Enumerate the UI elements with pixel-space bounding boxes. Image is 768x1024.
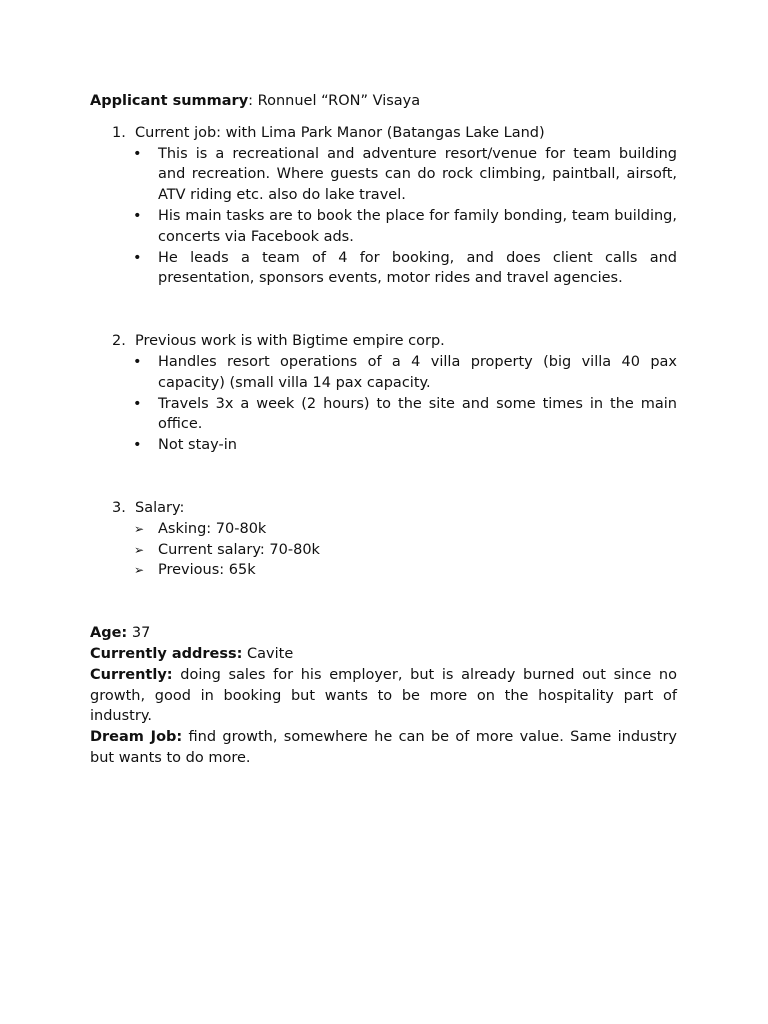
bullet-icon: • (133, 207, 142, 224)
list-item-text: Travels 3x a week (2 hours) to the site and some times in the main office. (158, 395, 677, 433)
bullet-icon: • (133, 353, 142, 370)
spacer (90, 456, 677, 498)
bullet-icon: • (133, 395, 142, 412)
section-heading-text: Previous work is with Bigtime empire corp. (135, 333, 445, 350)
section-heading-text: Current job: with Lima Park Manor (Batangas Lake Land) (135, 124, 545, 141)
list-item (90, 519, 677, 540)
dream-job-label: Dream Job: (90, 729, 183, 746)
section-heading (90, 331, 677, 352)
document-page (90, 91, 677, 769)
section-heading-text: Salary: (135, 499, 185, 516)
spacer (90, 289, 677, 331)
list-item-text: Asking: 70-80k (158, 520, 267, 537)
address-line (90, 644, 677, 665)
list-item-text: Not stay-in (158, 437, 237, 454)
bullet-icon: • (133, 437, 142, 454)
section-number: 2. (112, 333, 126, 350)
section-current-job (90, 123, 677, 289)
section-number: 1. (112, 124, 126, 141)
section-heading (90, 123, 677, 144)
address-value: Cavite (242, 645, 294, 662)
bullet-list (90, 352, 677, 456)
arrow-list (90, 519, 677, 581)
list-item (90, 394, 677, 436)
list-item-text: This is a recreational and adventure resort/venue for team building and recreation. Where guests can do rock climbing, paintball, airsoft, ATV riding etc. also do lake travel. (158, 145, 677, 204)
section-salary (90, 498, 677, 581)
list-item-text: His main tasks are to book the place for family bonding, team building, concerts via Facebook ads. (158, 207, 677, 245)
list-item (90, 352, 677, 394)
list-item (90, 206, 677, 248)
age-line (90, 623, 677, 644)
bullet-icon: • (133, 145, 142, 162)
list-item-text: Previous: 65k (158, 562, 256, 579)
section-number: 3. (112, 499, 126, 516)
address-label: Currently address: (90, 645, 243, 662)
arrow-bullet-icon: ➢ (134, 521, 145, 536)
age-label: Age: (90, 625, 128, 642)
section-heading (90, 498, 677, 519)
arrow-bullet-icon: ➢ (134, 563, 145, 578)
applicant-summary-line (90, 91, 677, 112)
currently-label: Currently: (90, 666, 173, 683)
currently-value: doing sales for his employer, but is already burned out since no growth, good in booking but wants to be more on the hospitality part of industry. (90, 666, 677, 725)
list-item (90, 435, 677, 456)
list-item (90, 144, 677, 206)
applicant-name: : Ronnuel “RON” Visaya (248, 93, 421, 109)
age-value: 37 (127, 625, 151, 642)
list-item (90, 560, 677, 581)
list-item-text: He leads a team of 4 for booking, and does client calls and presentation, sponsors events, motor rides and travel agencies. (158, 249, 677, 287)
bullet-list (90, 144, 677, 290)
applicant-summary-label: Applicant summary (90, 93, 249, 109)
section-previous-work (90, 331, 677, 456)
spacer (90, 581, 677, 623)
list-item (90, 540, 677, 561)
arrow-bullet-icon: ➢ (134, 542, 145, 557)
list-item-text: Handles resort operations of a 4 villa property (big villa 40 pax capacity) (small villa 14 pax capacity. (158, 353, 677, 391)
list-item-text: Current salary: 70-80k (158, 541, 320, 558)
dream-job-value: find growth, somewhere he can be of more value. Same industry but wants to do more. (90, 729, 677, 766)
list-item (90, 248, 677, 290)
bullet-icon: • (133, 249, 142, 266)
currently-paragraph (90, 665, 677, 727)
dream-job-paragraph (90, 727, 677, 769)
